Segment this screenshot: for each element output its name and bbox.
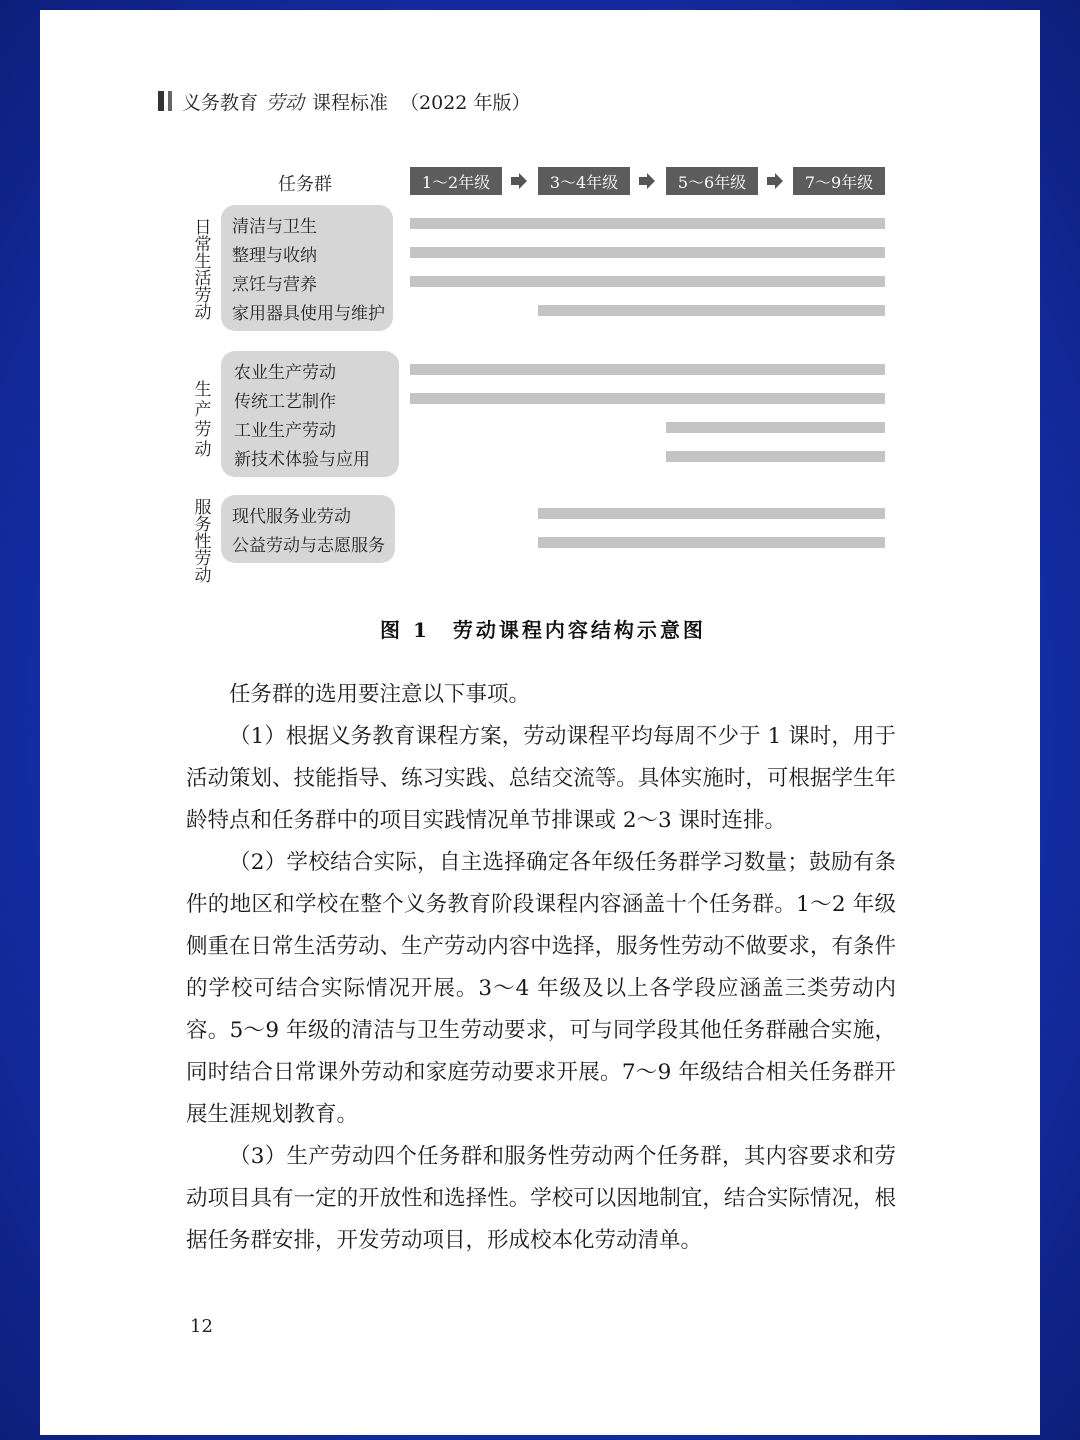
grade-header-2: 3～4年级 [538, 167, 630, 195]
header-title: 义务教育 [182, 91, 259, 114]
task-name: 传统工艺制作 [234, 392, 336, 412]
arrow-right-icon [638, 172, 656, 190]
grade-range-bar [410, 364, 885, 375]
page-number: 12 [190, 1316, 213, 1337]
grade-range-bar [410, 393, 885, 404]
arrow-right-icon [510, 172, 528, 190]
running-header [158, 86, 530, 116]
grade-range-bar [538, 508, 885, 519]
grade-range-bar [410, 247, 885, 258]
header-edition: （2022 年版） [400, 91, 531, 114]
paragraph: 任务群的选用要注意以下事项。 [229, 682, 531, 707]
grade-range-bar [666, 451, 885, 462]
task-name: 清洁与卫生 [232, 217, 317, 237]
task-name: 农业生产劳动 [234, 363, 336, 383]
book-page [40, 10, 1040, 1435]
task-name: 工业生产劳动 [234, 421, 336, 441]
group-label: 服 务 性 劳 动 [194, 498, 212, 586]
group-label: 日 常 生 活 劳 动 [194, 218, 212, 323]
body-text [186, 674, 896, 1262]
grade-range-bar [538, 305, 885, 316]
header-title-italic: 劳动 [266, 91, 305, 114]
task-name: 新技术体验与应用 [234, 450, 370, 470]
task-name: 现代服务业劳动 [232, 507, 351, 527]
grade-header-4: 7～9年级 [793, 167, 885, 195]
paragraph: （1）根据义务教育课程方案，劳动课程平均每周不少于 1 课时，用于活动策划、技能指导、练习实践、总结交流等。具体实施时，可根据学生年龄特点和任务群中的项目实践情况单节排课或 2～3 课时连排。 [186, 724, 896, 833]
figure-column-title: 任务群 [278, 174, 332, 195]
header-mark [158, 91, 164, 111]
task-name: 公益劳动与志愿服务 [232, 536, 385, 556]
grade-header-1: 1～2年级 [410, 167, 502, 195]
grade-header-3: 5～6年级 [666, 167, 758, 195]
paragraph: （2）学校结合实际，自主选择确定各年级任务群学习数量；鼓励有条件的地区和学校在整个义务教育阶段课程内容涵盖十个任务群。1～2 年级侧重在日常生活劳动、生产劳动内容中选择，服务性劳动不做要求，有条件的学校可结合实际情况开展。3～4 年级及以上各学段应涵盖三类劳动内容。5～9 年级的清洁与卫生劳动要求，可与同学段其他任务群融合实施，同时结合日常课外劳动和家庭劳动要求开展。7～9 年级结合相关任务群开展生涯规划教育。 [186, 850, 896, 1127]
arrow-right-icon [766, 172, 784, 190]
group-label: 生 产 劳 动 [194, 380, 212, 460]
figure-caption: 图 1 劳动课程内容结构示意图 [380, 618, 706, 642]
grade-range-bar [410, 218, 885, 229]
task-name: 家用器具使用与维护 [232, 304, 385, 324]
header-mark [168, 91, 172, 111]
grade-range-bar [410, 276, 885, 287]
paragraph: （3）生产劳动四个任务群和服务性劳动两个任务群，其内容要求和劳动项目具有一定的开放性和选择性。学校可以因地制宜，结合实际情况，根据任务群安排，开发劳动项目，形成校本化劳动清单。 [186, 1144, 896, 1253]
task-name: 烹饪与营养 [232, 275, 317, 295]
grade-range-bar [538, 537, 885, 548]
grade-range-bar [666, 422, 885, 433]
header-title: 课程标准 [312, 91, 389, 114]
task-name: 整理与收纳 [232, 246, 317, 266]
